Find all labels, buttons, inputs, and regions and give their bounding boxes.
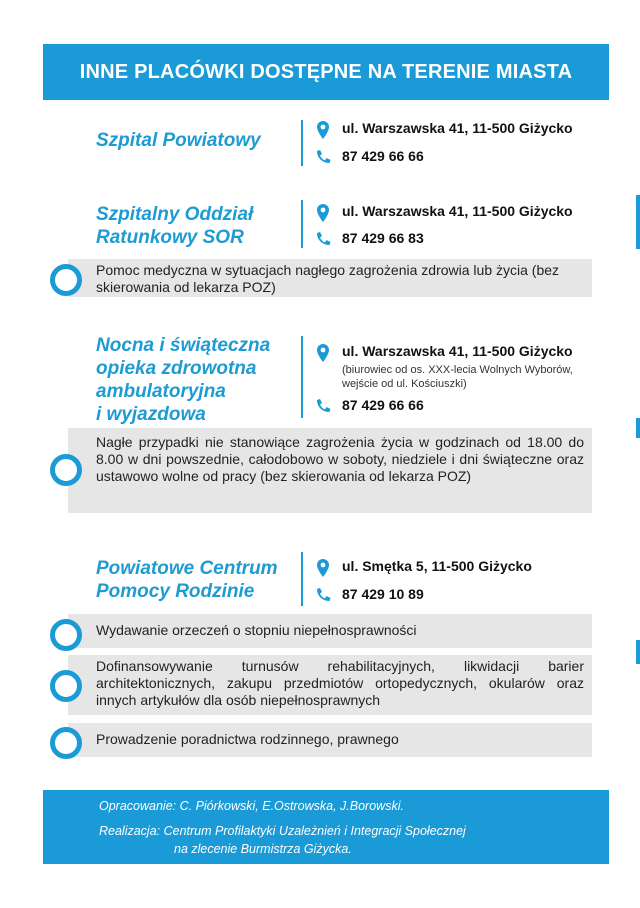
address-text: ul. Warszawska 41, 11-500 Giżycko — [342, 343, 573, 359]
divider — [301, 120, 303, 166]
facility-name-pcpr: Powiatowe Centrum Pomocy Rodzinie — [96, 558, 278, 602]
service-band — [68, 655, 592, 715]
facility-contact-szpital — [314, 120, 573, 168]
facility-name-szpital: Szpital Powiatowy — [96, 130, 261, 151]
footer-realization: Realizacja: Centrum Profilaktyki Uzależnień i Integracji Społecznej — [99, 824, 466, 838]
service-band — [68, 723, 592, 757]
service-text: Nagłe przypadki nie stanowiące zagrożenia życia w godzinach od 18.00 do 8.00 w dni powszednie, całodobowo w soboty, niedziele i dni świąteczne oraz ustawowo wolne od pracy (bez skierowania od lekarza POZ) — [96, 434, 584, 484]
service-band — [68, 428, 592, 513]
phone-text: 87 429 10 89 — [342, 586, 424, 602]
edge-accent — [636, 418, 640, 438]
service-band — [68, 259, 592, 297]
phone-text: 87 429 66 83 — [342, 230, 424, 246]
phone-text: 87 429 66 66 — [342, 397, 424, 413]
address-note: (biurowiec od os. XXX-lecia Wolnych Wyborów, wejście od ul. Kościuszki) — [342, 364, 573, 390]
map-pin-icon — [314, 120, 332, 140]
address-text: ul. Smętka 5, 11-500 Giżycko — [342, 558, 532, 574]
divider — [301, 552, 303, 606]
phone-icon — [314, 397, 332, 417]
ring-bullet-icon — [50, 670, 82, 702]
address-text: ul. Warszawska 41, 11-500 Giżycko — [342, 120, 573, 136]
service-text: Pomoc medyczna w sytuacjach nagłego zagrożenia zdrowia lub życia (bez skierowania od lekarza POZ) — [96, 262, 560, 295]
map-pin-icon — [314, 343, 332, 363]
facility-contact-pcpr — [314, 558, 532, 606]
facility-contact-nocna — [314, 343, 602, 417]
footer-credits: Opracowanie: C. Piórkowski, E.Ostrowska, J.Borowski. — [99, 799, 404, 813]
map-pin-icon — [314, 203, 332, 223]
service-band — [68, 614, 592, 648]
phone-icon — [314, 148, 332, 168]
edge-accent — [636, 195, 640, 249]
edge-accent — [636, 640, 640, 664]
footer — [43, 790, 609, 864]
footer-realization-cont: na zlecenie Burmistrza Giżycka. — [174, 842, 352, 856]
facility-name-sor: Szpitalny Oddział Ratunkowy SOR — [96, 204, 254, 248]
map-pin-icon — [314, 558, 332, 578]
ring-bullet-icon — [50, 264, 82, 296]
ring-bullet-icon — [50, 619, 82, 651]
address-text: ul. Warszawska 41, 11-500 Giżycko — [342, 203, 573, 219]
page-title — [43, 44, 609, 100]
service-text: Prowadzenie poradnictwa rodzinnego, prawnego — [96, 731, 399, 747]
divider — [301, 336, 303, 418]
phone-text: 87 429 66 66 — [342, 148, 424, 164]
service-text: Wydawanie orzeczeń o stopniu niepełnosprawności — [96, 622, 417, 638]
phone-icon — [314, 230, 332, 250]
phone-icon — [314, 586, 332, 606]
ring-bullet-icon — [50, 454, 82, 486]
facility-contact-sor — [314, 203, 573, 250]
divider — [301, 200, 303, 248]
service-text: Dofinansowywanie turnusów rehabilitacyjnych, likwidacji barier architektonicznych, zakupu przedmiotów ortopedycznych, okularów oraz innych artykułów dla osób niepełnosprawnych — [96, 658, 584, 708]
facility-name-nocna: Nocna i świąteczna opieka zdrowotna ambulatoryjna i wyjazdowa — [96, 335, 271, 425]
ring-bullet-icon — [50, 727, 82, 759]
page-title-text: INNE PLACÓWKI DOSTĘPNE NA TERENIE MIASTA — [79, 60, 573, 83]
